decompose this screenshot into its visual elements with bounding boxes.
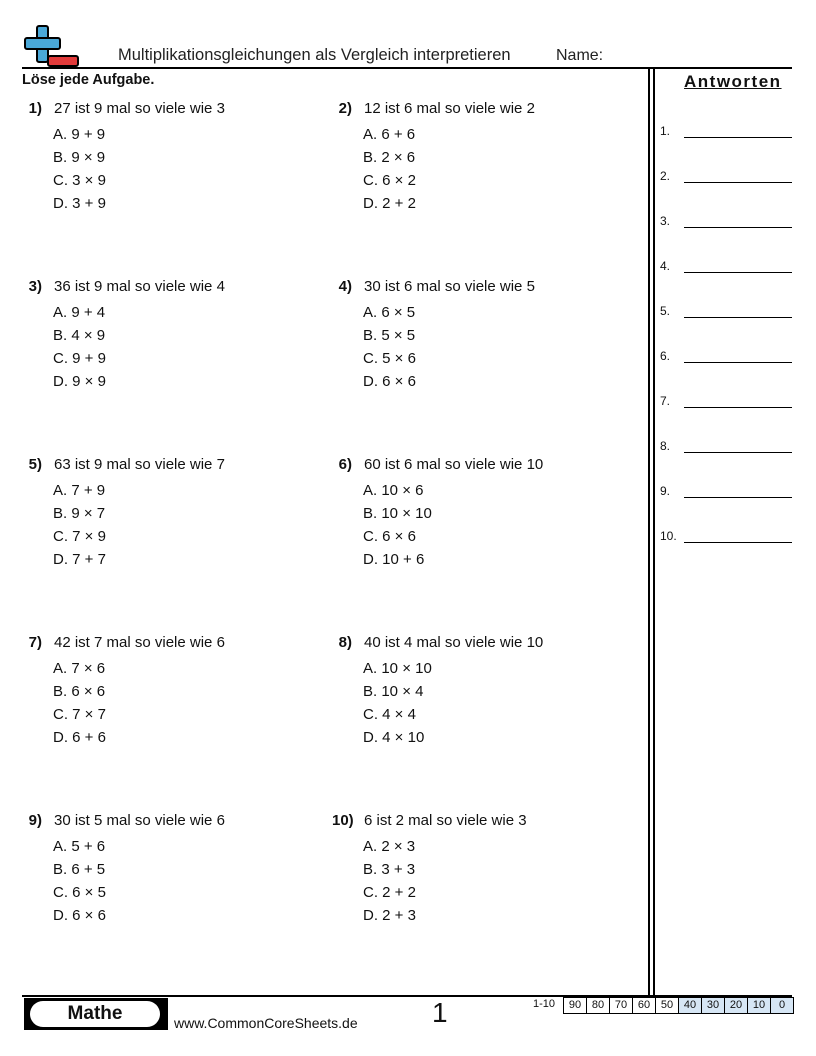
problem-question: 60 ist 6 mal so viele wie 10: [364, 456, 544, 473]
answer-option: B. 5 × 5: [363, 327, 416, 344]
answer-row: [660, 304, 792, 324]
answer-option: B. 3 + 3: [363, 861, 416, 878]
answer-option: D. 2 + 2: [363, 195, 416, 212]
answer-row: [660, 124, 792, 144]
answer-row: [660, 394, 792, 414]
answer-option: C. 4 × 4: [363, 706, 416, 723]
score-cell: 20: [724, 997, 748, 1014]
problem-question: 36 ist 9 mal so viele wie 4: [54, 278, 225, 295]
answer-number: 8.: [660, 439, 671, 453]
answer-option: C. 6 × 5: [53, 884, 106, 901]
answer-option: B. 2 × 6: [363, 149, 416, 166]
answer-option: C. 7 × 7: [53, 706, 106, 723]
answer-blank-line[interactable]: [684, 362, 792, 363]
answer-option: A. 5 + 6: [53, 838, 106, 855]
score-cell: 90: [563, 997, 587, 1014]
header-divider: [22, 67, 792, 69]
problem-number: 8): [338, 634, 352, 651]
answers-heading: Antworten: [684, 72, 782, 91]
problem-question: 12 ist 6 mal so viele wie 2: [364, 100, 535, 117]
answer-blank-line[interactable]: [684, 182, 792, 183]
problem: [332, 456, 622, 606]
answer-option: A. 6 + 6: [363, 126, 416, 143]
answer-option: A. 6 × 5: [363, 304, 416, 321]
problem-number: 2): [338, 100, 352, 117]
answer-option: A. 7 × 6: [53, 660, 106, 677]
answer-number: 4.: [660, 259, 671, 273]
problem-question: 6 ist 2 mal so viele wie 3: [364, 812, 527, 829]
problem-question: 30 ist 6 mal so viele wie 5: [364, 278, 535, 295]
answer-option: D. 6 + 6: [53, 729, 106, 746]
answer-number: 3.: [660, 214, 671, 228]
plus-minus-logo-icon: [22, 24, 80, 68]
answer-option: D. 3 + 9: [53, 195, 106, 212]
answer-row: [660, 259, 792, 279]
answer-option: C. 3 × 9: [53, 172, 106, 189]
problem-number: 5): [28, 456, 42, 473]
answer-row: [660, 484, 792, 504]
answer-option: A. 10 × 6: [363, 482, 424, 499]
answer-blank-line[interactable]: [684, 317, 792, 318]
answer-column-divider: [648, 69, 650, 997]
problem: [22, 812, 312, 962]
score-table: [564, 997, 794, 1014]
score-cell: 30: [701, 997, 725, 1014]
answer-option: A. 2 × 3: [363, 838, 416, 855]
score-cell: 50: [655, 997, 679, 1014]
score-range-label: 1-10: [533, 998, 556, 1010]
answer-row: [660, 439, 792, 459]
problem-number: 10): [332, 812, 354, 829]
answer-blank-line[interactable]: [684, 542, 792, 543]
answer-option: D. 4 × 10: [363, 729, 425, 746]
answer-row: [660, 529, 792, 549]
problem-question: 30 ist 5 mal so viele wie 6: [54, 812, 225, 829]
worksheet-title: Multiplikationsgleichungen als Vergleich interpretieren: [118, 46, 511, 64]
answer-option: A. 7 + 9: [53, 482, 106, 499]
answer-number: 7.: [660, 394, 671, 408]
answer-number: 2.: [660, 169, 671, 183]
score-cell: 0: [770, 997, 794, 1014]
answer-number: 10.: [660, 529, 677, 543]
subject-badge: [24, 998, 168, 1030]
problem-number: 3): [28, 278, 42, 295]
problem-number: 1): [28, 100, 42, 117]
answer-option: B. 6 + 5: [53, 861, 106, 878]
problem-number: 7): [28, 634, 42, 651]
answer-option: B. 10 × 10: [363, 505, 432, 522]
answer-option: D. 9 × 9: [53, 373, 106, 390]
answer-blank-line[interactable]: [684, 407, 792, 408]
answer-row: [660, 349, 792, 369]
answer-option: C. 9 + 9: [53, 350, 106, 367]
answer-option: C. 7 × 9: [53, 528, 106, 545]
problem-question: 42 ist 7 mal so viele wie 6: [54, 634, 225, 651]
answer-option: C. 6 × 6: [363, 528, 416, 545]
answer-blank-line[interactable]: [684, 227, 792, 228]
answer-number: 9.: [660, 484, 671, 498]
problem: [22, 100, 312, 250]
answer-option: D. 6 × 6: [53, 907, 106, 924]
problem: [22, 634, 312, 784]
answer-option: C. 6 × 2: [363, 172, 416, 189]
instructions: Löse jede Aufgabe.: [22, 72, 155, 88]
problem-question: 40 ist 4 mal so viele wie 10: [364, 634, 544, 651]
score-cell: 40: [678, 997, 702, 1014]
answer-number: 1.: [660, 124, 671, 138]
answer-option: C. 2 + 2: [363, 884, 416, 901]
answer-number: 6.: [660, 349, 671, 363]
answer-blank-line[interactable]: [684, 137, 792, 138]
answer-option: C. 5 × 6: [363, 350, 416, 367]
answer-blank-line[interactable]: [684, 497, 792, 498]
problem: [332, 812, 622, 962]
problem-question: 63 ist 9 mal so viele wie 7: [54, 456, 225, 473]
problem: [22, 278, 312, 428]
answer-blank-line[interactable]: [684, 272, 792, 273]
answer-blank-line[interactable]: [684, 452, 792, 453]
name-label: Name:: [556, 47, 604, 64]
score-cell: 10: [747, 997, 771, 1014]
answer-option: A. 9 + 4: [53, 304, 106, 321]
answer-option: B. 9 × 9: [53, 149, 106, 166]
answer-option: A. 10 × 10: [363, 660, 432, 677]
answer-option: D. 2 + 3: [363, 907, 416, 924]
problem: [332, 278, 622, 428]
answer-row: [660, 214, 792, 234]
site-url[interactable]: www.CommonCoreSheets.de: [174, 1015, 358, 1031]
answer-column-divider-inner: [653, 69, 655, 997]
problem: [332, 100, 622, 250]
score-cell: 60: [632, 997, 656, 1014]
score-cell: 80: [586, 997, 610, 1014]
answer-option: B. 9 × 7: [53, 505, 106, 522]
problem-number: 4): [338, 278, 352, 295]
answer-option: D. 7 + 7: [53, 551, 106, 568]
answer-option: A. 9 + 9: [53, 126, 106, 143]
answer-option: B. 6 × 6: [53, 683, 106, 700]
answer-option: D. 6 × 6: [363, 373, 416, 390]
answer-option: D. 10 + 6: [363, 551, 425, 568]
problem: [332, 634, 622, 784]
problem: [22, 456, 312, 606]
answer-option: B. 4 × 9: [53, 327, 106, 344]
score-cell: 70: [609, 997, 633, 1014]
answer-number: 5.: [660, 304, 671, 318]
page-number: 1: [432, 997, 448, 1028]
answer-option: B. 10 × 4: [363, 683, 424, 700]
answer-row: [660, 169, 792, 189]
problem-question: 27 ist 9 mal so viele wie 3: [54, 100, 225, 117]
problem-number: 6): [338, 456, 352, 473]
problem-number: 9): [28, 812, 42, 829]
subject-label: Mathe: [30, 1001, 160, 1027]
